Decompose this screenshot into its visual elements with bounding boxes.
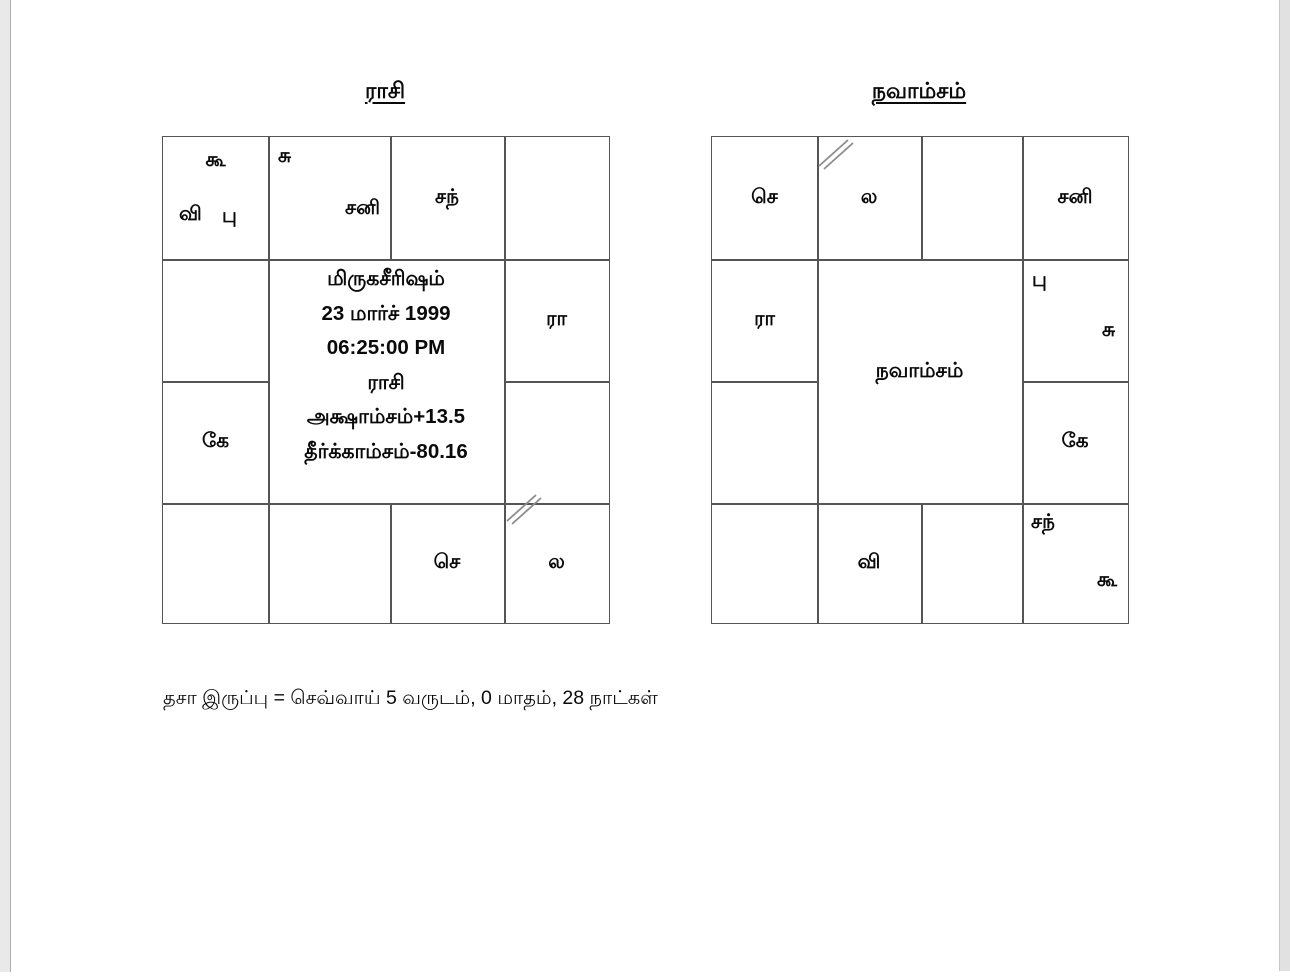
grid-line [712,381,817,383]
planet-label: வி [857,550,881,573]
nakshatra-text: மிருகசீரிஷம் [327,267,445,290]
planet-label: சந் [435,185,459,208]
planet-label: கே [202,429,229,452]
planet-label: பு [222,205,237,227]
rasi-chart-title: ராசி [364,78,406,103]
lagna-marker-icon [505,492,543,526]
viewer-right-edge [1279,0,1290,971]
planet-label: கூ [1096,569,1117,591]
planet-label: கூ [205,149,226,171]
lagna-label: ல [860,185,878,208]
lagna-label: ல [548,550,565,573]
latitude-text: அக்ஷாம்சம்+13.5 [306,405,466,428]
navamsam-center-label-area [817,259,1022,503]
planet-label: சந் [1031,511,1055,533]
planet-label: செ [433,550,461,573]
rasi-cell-r1c2 [268,137,390,259]
planet-label: சனி [345,197,380,219]
lagna-marker-icon [817,137,855,171]
planet-label: சனி [1057,185,1093,208]
navamsam-cell-r4c4 [1022,503,1128,623]
grid-line [504,381,609,383]
birth-date-text: 23 மார்ச் 1999 [321,301,451,325]
navamsam-cell-r3c4 [1022,381,1128,503]
planet-label: ரா [546,307,567,330]
rasi-cell-r1c3 [390,137,504,259]
viewer-left-edge [0,0,11,972]
birth-time-text: 06:25:00 PM [326,336,446,359]
planet-label: சு [278,145,292,167]
planet-label: பு [1032,269,1047,291]
rasi-cell-r1c1 [163,137,268,259]
navamsam-cell-r2c1 [712,259,817,381]
navamsam-center-label: நவாம்சம் [875,358,964,382]
navamsam-chart-title: நவாம்சம் [871,78,967,103]
chart-type-text: ராசி [367,370,405,394]
planet-label: கே [1061,429,1089,452]
planet-label: செ [751,185,778,208]
rasi-cell-r3c1 [163,381,268,503]
longitude-text: தீர்க்காம்சம்-80.16 [304,439,468,463]
planet-label: ரா [754,307,775,330]
navamsam-chart [711,136,1129,624]
planet-label: சு [1101,319,1115,341]
rasi-center-info [268,259,504,506]
grid-line [921,503,923,623]
navamsam-cell-r4c2 [817,503,921,623]
rasi-cell-r2c4 [504,259,609,381]
navamsam-cell-r1c1 [712,137,817,259]
planet-label: வி [179,203,202,225]
navamsam-cell-r1c4 [1022,137,1128,259]
navamsam-cell-r2c4 [1022,259,1128,381]
rasi-chart [162,136,610,624]
dasa-balance-text: தசா இருப்பு = செவ்வாய் 5 வருடம், 0 மாதம், 28 நாட்கள் [163,687,658,709]
grid-line [921,137,923,259]
rasi-cell-r4c3 [390,503,504,623]
